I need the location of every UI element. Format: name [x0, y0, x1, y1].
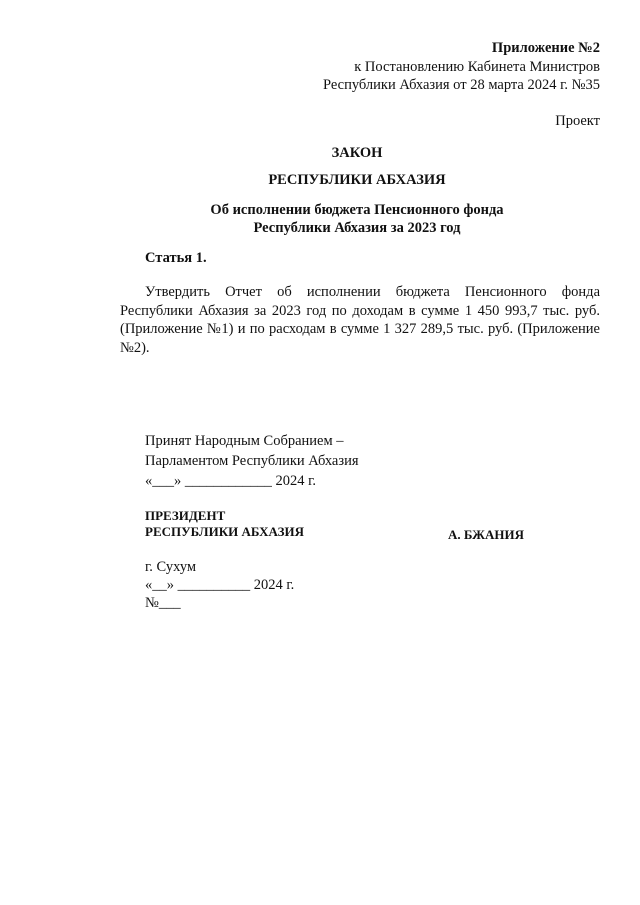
signatory-name: А. БЖАНИЯ: [448, 527, 525, 542]
article-heading: Статья 1.: [145, 250, 207, 266]
adoption-line1: Принят Народным Собранием –: [145, 433, 344, 449]
law-subject-line1: Об исполнении бюджета Пенсионного фонда: [210, 202, 504, 218]
city: г. Сухум: [145, 559, 197, 575]
annex-reference-line1: к Постановлению Кабинета Министров: [354, 59, 600, 75]
law-heading: ЗАКОН: [331, 145, 383, 161]
article-body: Утвердить Отчет об исполнении бюджета Пенсионного фонда Республики Абхазия за 2023 год по доходам в сумме 1 450 993,7 тыс. руб. (Приложение №1) и по расходам в сумме 1 327 289,5 тыс. руб. (Приложение №2).: [120, 284, 600, 356]
adoption-line2: Парламентом Республики Абхазия: [145, 453, 359, 469]
law-subject-line2: Республики Абхазия за 2023 год: [253, 220, 461, 236]
annex-reference-line2: Республики Абхазия от 28 марта 2024 г. №35: [322, 77, 600, 93]
draft-label: Проект: [555, 113, 600, 129]
signatory-position-line2: РЕСПУБЛИКИ АБХАЗИЯ: [145, 524, 304, 539]
annex-title: Приложение №2: [491, 40, 600, 56]
republic-heading: РЕСПУБЛИКИ АБХАЗИЯ: [268, 172, 446, 188]
document-number: №___: [145, 595, 181, 611]
signatory-position-line1: ПРЕЗИДЕНТ: [145, 508, 226, 523]
adoption-date: «___» ____________ 2024 г.: [145, 473, 317, 489]
signing-date: «__» __________ 2024 г.: [145, 577, 295, 593]
